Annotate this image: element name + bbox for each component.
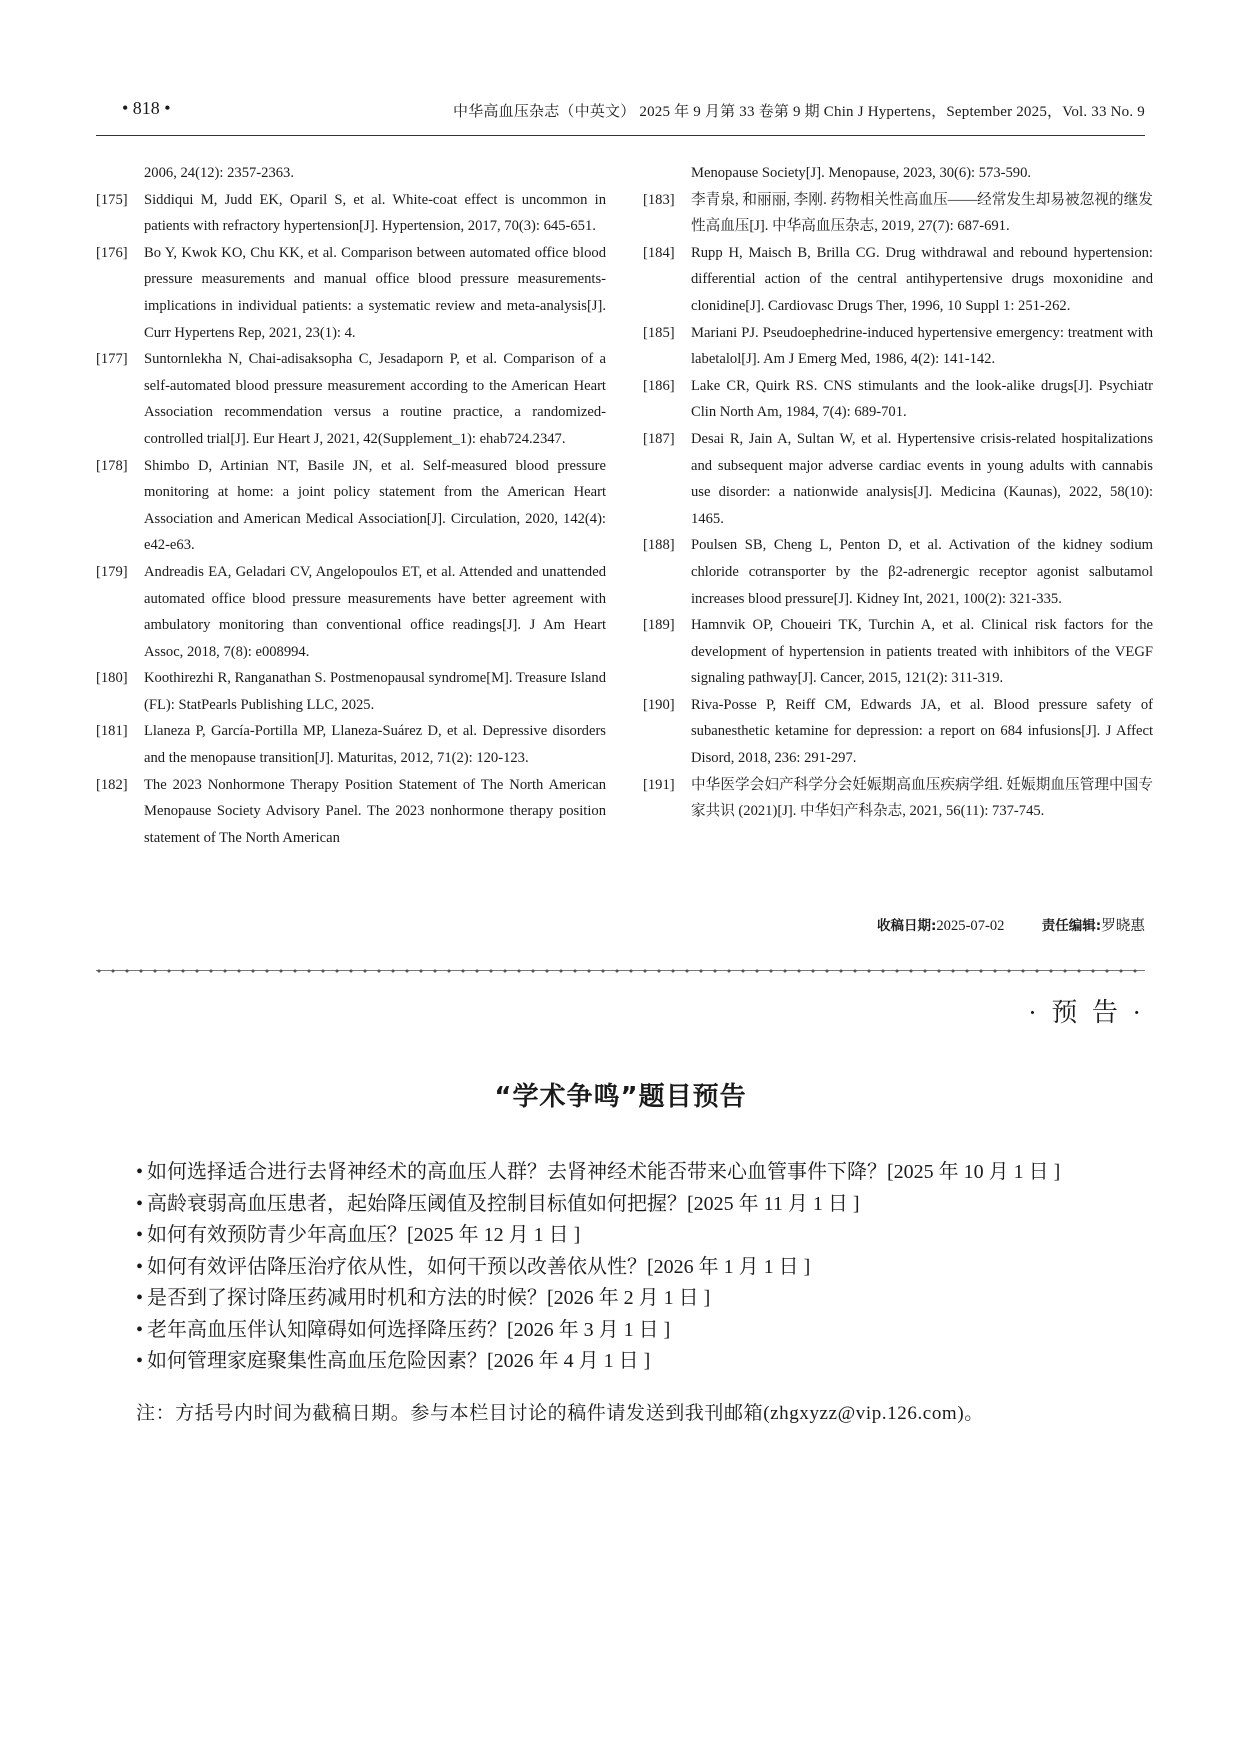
- received-label: 收稿日期:: [876, 918, 937, 934]
- article-meta: [877, 914, 1145, 935]
- reference-item: [643, 692, 1153, 772]
- page-header: [96, 98, 1145, 126]
- section-tag: · 预 告 ·: [1028, 998, 1145, 1027]
- reference-number: [187]: [643, 430, 675, 447]
- reference-item: [643, 612, 1153, 692]
- reference-text: Poulsen SB, Cheng L, Penton D, et al. Activation of the kidney sodium chloride cotransporter by the β2-adrenergic receptor agonist salbutamol increases blood pressure[J]. Kidney Int, 2021, 100(2): 321-335.: [691, 537, 1153, 607]
- reference-number: [176]: [96, 244, 128, 261]
- reference-item: [96, 772, 606, 852]
- reference-text: Desai R, Jain A, Sultan W, et al. Hypertensive crisis-related hospitalizations and subsequent major adverse cardiac events in young adults with cannabis use disorder: a nationwide analysis[J]. Medicina (Kaunas), 2022, 58(10): 1465.: [691, 430, 1153, 527]
- reference-text: 中华医学会妇产科学分会妊娠期高血压疾病学组. 妊娠期血压管理中国专家共识 (2021)[J]. 中华妇产科杂志, 2021, 56(11): 737-745.: [691, 776, 1153, 820]
- reference-continuation: Menopause Society[J]. Menopause, 2023, 30(6): 573-590.: [691, 165, 1032, 181]
- reference-number: [177]: [96, 351, 128, 368]
- reference-item: [96, 559, 606, 665]
- reference-text: Rupp H, Maisch B, Brilla CG. Drug withdrawal and rebound hypertension: differential action of the central antihypertensive drugs moxonidine and clonidine[J]. Cardiovasc Drugs Ther, 1996, 10 Suppl 1: 251-262.: [691, 244, 1153, 314]
- reference-number: [185]: [643, 324, 675, 341]
- reference-text: Llaneza P, García-Portilla MP, Llaneza-Suárez D, et al. Depressive disorders and the menopause transition[J]. Maturitas, 2012, 71(2): 120-123.: [144, 723, 606, 767]
- reference-number: [188]: [643, 537, 675, 554]
- reference-text: 李青泉, 和丽丽, 李刚. 药物相关性高血压——经常发生却易被忽视的继发性高血压[J]. 中华高血压杂志, 2019, 27(7): 687-691.: [691, 191, 1153, 235]
- ornamental-divider: [96, 965, 1145, 977]
- reference-item: [643, 532, 1153, 612]
- reference-number: [184]: [643, 244, 675, 261]
- reference-item: [643, 320, 1153, 373]
- reference-number: [175]: [96, 191, 128, 208]
- topic-item: • 如何管理家庭聚集性高血压危险因素？[2026 年 4 月 1 日 ]: [136, 1346, 1146, 1378]
- reference-number: [181]: [96, 723, 128, 740]
- topic-item: • 老年高血压伴认知障碍如何选择降压药？[2026 年 3 月 1 日 ]: [136, 1315, 1146, 1347]
- reference-item: [643, 240, 1153, 320]
- references-left-column: [96, 160, 606, 851]
- topic-item: • 如何选择适合进行去肾神经术的高血压人群？去肾神经术能否带来心血管事件下降？[2025 年 10 月 1 日 ]: [136, 1157, 1146, 1189]
- reference-continuation: 2006, 24(12): 2357-2363.: [144, 165, 294, 181]
- reference-text: Hamnvik OP, Choueiri TK, Turchin A, et al. Clinical risk factors for the development of hypertension in patients treated with inhibitors of the VEGF signaling pathway[J]. Cancer, 2015, 121(2): 311-319.: [691, 617, 1153, 687]
- reference-number: [189]: [643, 617, 675, 634]
- topic-item: • 如何有效预防青少年高血压？[2025 年 12 月 1 日 ]: [136, 1220, 1146, 1252]
- page-number: • 818 •: [122, 98, 171, 118]
- reference-item: [96, 718, 606, 771]
- topic-item: • 是否到了探讨降压药减用时机和方法的时候？[2026 年 2 月 1 日 ]: [136, 1283, 1146, 1315]
- editor-label: 责任编辑:: [1041, 918, 1102, 934]
- reference-text: Riva-Posse P, Reiff CM, Edwards JA, et al. Blood pressure safety of subanesthetic ketamine for depression: a report on 684 infusions[J]. J Affect Disord, 2018, 236: 291-297.: [691, 696, 1153, 767]
- reference-item: [96, 346, 606, 452]
- reference-text: Lake CR, Quirk RS. CNS stimulants and the look-alike drugs[J]. Psychiatr Clin North Am, 1984, 7(4): 689-701.: [691, 377, 1153, 421]
- reference-text: The 2023 Nonhormone Therapy Position Statement of The North American Menopause Society Advisory Panel. The 2023 nonhormone therapy position statement of The North American: [144, 776, 606, 846]
- reference-item: [643, 426, 1153, 532]
- reference-item: [96, 453, 606, 559]
- reference-number: [190]: [643, 696, 675, 713]
- reference-item: [643, 772, 1153, 825]
- received-date: 2025-07-02: [936, 918, 1005, 934]
- reference-number: [186]: [643, 377, 675, 394]
- header-rule: [96, 135, 1145, 136]
- reference-text: Andreadis EA, Geladari CV, Angelopoulos ET, et al. Attended and unattended automated office blood pressure measurements have better agreement with ambulatory monitoring than conventional office readings[J]. J Am Heart Assoc, 2018, 7(8): e008994.: [144, 563, 606, 660]
- notice-title: “学术争鸣”题目预告: [494, 1082, 747, 1112]
- reference-item: [96, 665, 606, 718]
- reference-text: Siddiqui M, Judd EK, Oparil S, et al. White-coat effect is uncommon in patients with refractory hypertension[J]. Hypertension, 2017, 70(3): 645-651.: [144, 191, 606, 235]
- reference-number: [178]: [96, 457, 128, 474]
- reference-item: [643, 373, 1153, 426]
- reference-number: [191]: [643, 776, 675, 793]
- reference-text: Bo Y, Kwok KO, Chu KK, et al. Comparison between automated office blood pressure measurements and manual office blood pressure measurements-implications in individual patients: a systematic review and meta-analysis[J]. Curr Hypertens Rep, 2021, 23(1): 4.: [144, 244, 606, 341]
- reference-text: Suntornlekha N, Chai-adisaksopha C, Jesadaporn P, et al. Comparison of a self-automated blood pressure measurement according to the American Heart Association recommendation versus a routine practice, a randomized-controlled trial[J]. Eur Heart J, 2021, 42(Supplement_1): ehab724.2347.: [144, 351, 606, 447]
- reference-text: Shimbo D, Artinian NT, Basile JN, et al. Self-measured blood pressure monitoring at home: a joint policy statement from the American Heart Association and American Medical Association[J]. Circulation, 2020, 142(4): e42-e63.: [144, 457, 606, 554]
- topic-list: [136, 1157, 1146, 1378]
- references-right-column: [643, 160, 1153, 825]
- reference-number: [179]: [96, 563, 128, 580]
- reference-item: [96, 187, 606, 240]
- notice-footnote: 注：方括号内时间为截稿日期。参与本栏目讨论的稿件请发送到我刊邮箱(zhgxyzz@vip.126.com)。: [136, 1403, 984, 1424]
- topic-item: • 高龄衰弱高血压患者，起始降压阈值及控制目标值如何把握？[2025 年 11 月 1 日 ]: [136, 1189, 1146, 1221]
- editor-name: 罗晓惠: [1101, 918, 1145, 934]
- topic-item: • 如何有效评估降压治疗依从性，如何干预以改善依从性？[2026 年 1 月 1 日 ]: [136, 1252, 1146, 1284]
- reference-number: [180]: [96, 670, 128, 687]
- reference-text: Mariani PJ. Pseudoephedrine-induced hypertensive emergency: treatment with labetalol[J]. Am J Emerg Med, 1986, 4(2): 141-142.: [691, 324, 1153, 368]
- journal-running-head: 中华高血压杂志（中英文） 2025 年 9 月第 33 卷第 9 期 Chin J Hypertens，September 2025，Vol. 33 No. 9: [453, 104, 1145, 120]
- reference-number: [182]: [96, 776, 128, 793]
- reference-number: [183]: [643, 191, 675, 208]
- reference-item: [643, 187, 1153, 240]
- reference-text: Koothirezhi R, Ranganathan S. Postmenopausal syndrome[M]. Treasure Island (FL): StatPearls Publishing LLC, 2025.: [144, 670, 606, 713]
- reference-item: [96, 240, 606, 346]
